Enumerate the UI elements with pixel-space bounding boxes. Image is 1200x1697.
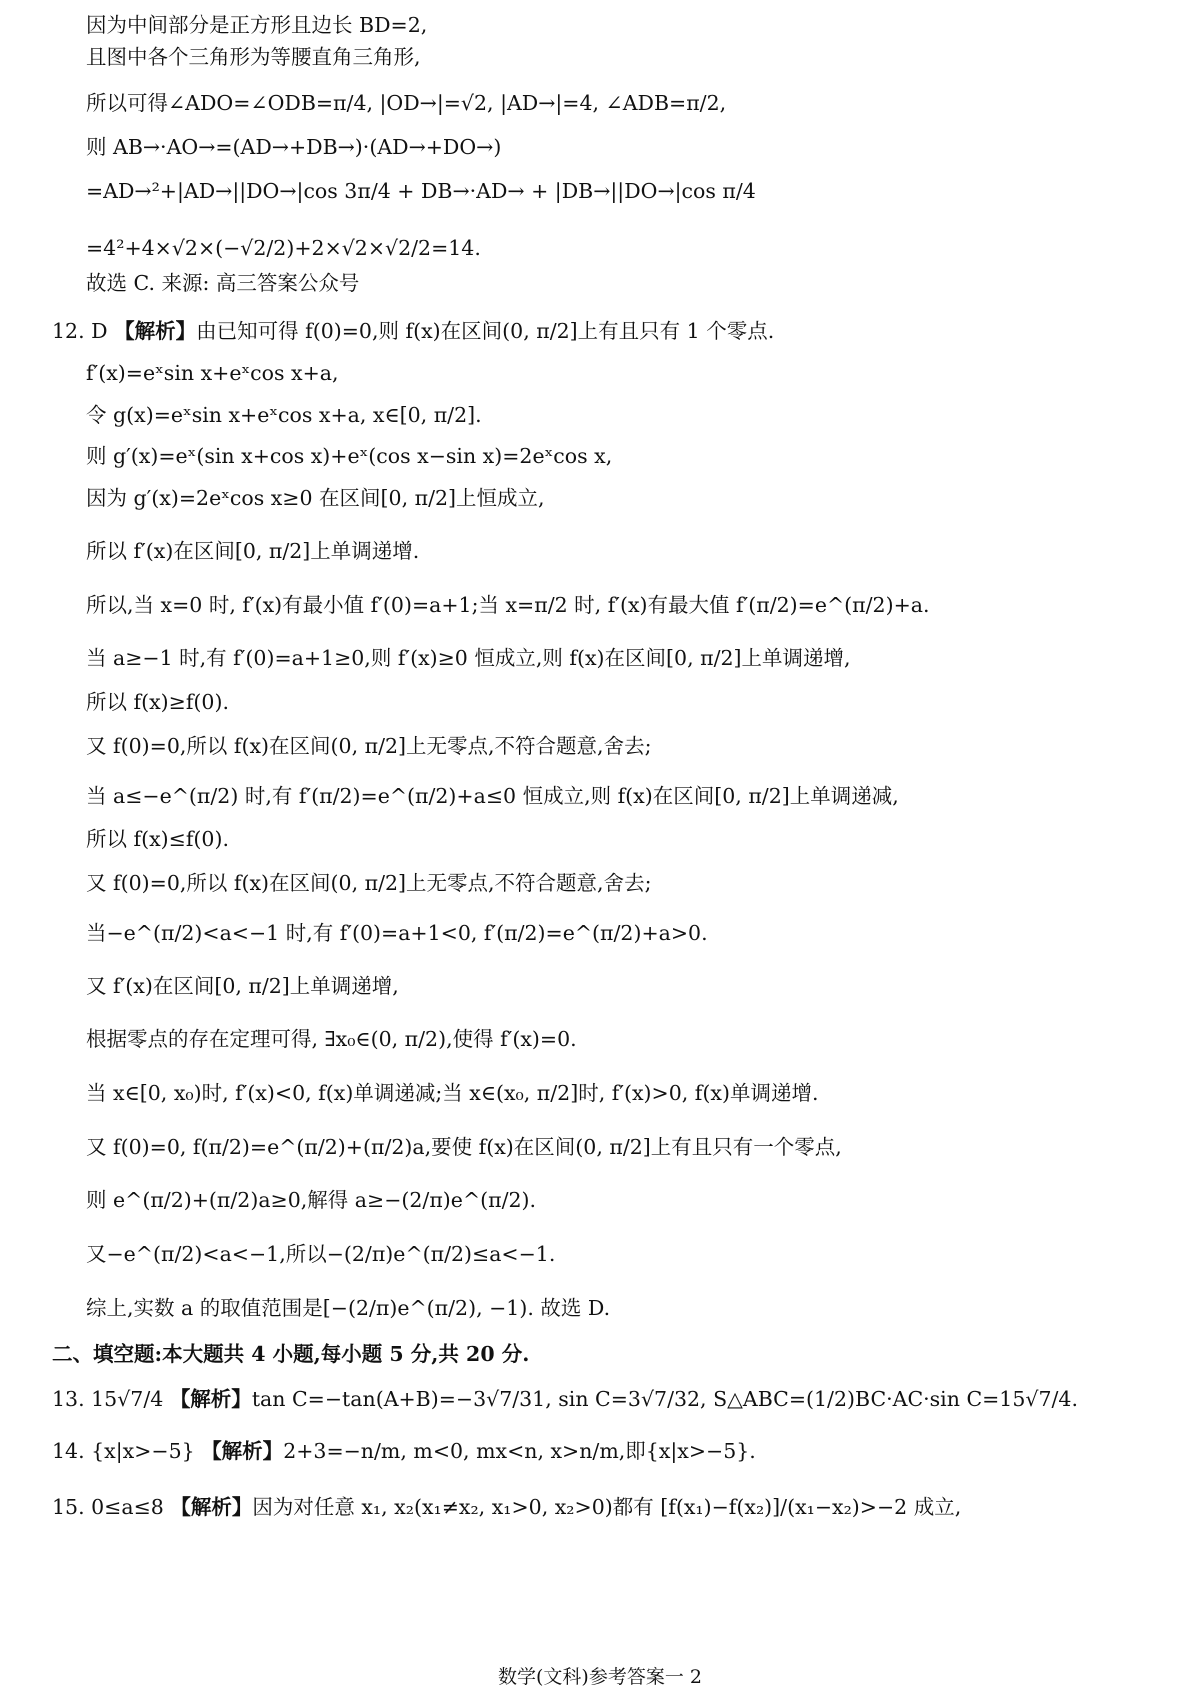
question-number: 14. xyxy=(52,1439,85,1463)
question-number: 15. xyxy=(52,1495,85,1519)
question-15-line xyxy=(52,1494,961,1520)
text-line: 又 f(0)=0,所以 f(x)在区间(0, π/2]上无零点,不符合题意,舍去; xyxy=(86,734,652,758)
text-line: 所以可得∠ADO=∠ODB=π/4, |OD→|=√2, |AD→|=4, ∠ADB=π/2, xyxy=(86,91,727,115)
text-line: 则 g′(x)=eˣ(sin x+cos x)+eˣ(cos x−sin x)=2eˣcos x, xyxy=(86,444,613,468)
question-13-line xyxy=(52,1386,1078,1412)
text-line: 令 g(x)=eˣsin x+eˣcos x+a, x∈[0, π/2]. xyxy=(86,403,482,427)
text-line: 因为中间部分是正方形且边长 BD=2, xyxy=(86,13,428,37)
text-line: 又−e^(π/2)<a<−1,所以−(2/π)e^(π/2)≤a<−1. xyxy=(86,1242,556,1266)
text-line: 当 x∈[0, x₀)时, f′(x)<0, f(x)单调递减;当 x∈(x₀, π/2]时, f′(x)>0, f(x)单调递增. xyxy=(86,1081,819,1105)
text-line: 当−e^(π/2)<a<−1 时,有 f′(0)=a+1<0, f′(π/2)=e^(π/2)+a>0. xyxy=(86,921,708,945)
answer-value: {x|x>−5} xyxy=(91,1439,195,1463)
text-line: 根据零点的存在定理可得, ∃x₀∈(0, π/2),使得 f′(x)=0. xyxy=(86,1027,577,1051)
analysis-text: 由已知可得 f(0)=0,则 f(x)在区间(0, π/2]上有且只有 1 个零点. xyxy=(196,319,775,343)
text-line: 又 f′(x)在区间[0, π/2]上单调递增, xyxy=(86,974,399,998)
text-line: 所以 f′(x)在区间[0, π/2]上单调递增. xyxy=(86,539,420,563)
question-14-line xyxy=(52,1438,756,1464)
text-line: f′(x)=eˣsin x+eˣcos x+a, xyxy=(86,361,339,385)
text-line: 又 f(0)=0,所以 f(x)在区间(0, π/2]上无零点,不符合题意,舍去; xyxy=(86,871,652,895)
text-line: 所以 f(x)≥f(0). xyxy=(86,690,229,714)
analysis-text: 2+3=−n/m, m<0, mx<n, x>n/m,即{x|x>−5}. xyxy=(283,1439,756,1463)
text-line: 当 a≥−1 时,有 f′(0)=a+1≥0,则 f′(x)≥0 恒成立,则 f(x)在区间[0, π/2]上单调递增, xyxy=(86,646,851,670)
text-line: 当 a≤−e^(π/2) 时,有 f′(π/2)=e^(π/2)+a≤0 恒成立,则 f(x)在区间[0, π/2]上单调递减, xyxy=(86,784,899,808)
text-line: 且图中各个三角形为等腰直角三角形, xyxy=(86,45,421,69)
analysis-mark: 【解析】 xyxy=(114,319,197,343)
text-line: 则 e^(π/2)+(π/2)a≥0,解得 a≥−(2/π)e^(π/2). xyxy=(86,1188,537,1212)
text-line: 则 AB→·AO→=(AD→+DB→)·(AD→+DO→) xyxy=(86,135,502,159)
question-12-line xyxy=(52,318,774,344)
question-number: 13. xyxy=(52,1387,85,1411)
page-footer: 数学(文科)参考答案一 2 xyxy=(498,1666,702,1688)
text-line: 又 f(0)=0, f(π/2)=e^(π/2)+(π/2)a,要使 f(x)在区间(0, π/2]上有且只有一个零点, xyxy=(86,1135,842,1159)
answer-choice: D xyxy=(91,319,108,343)
answer-value: 15√7/4 xyxy=(91,1387,164,1411)
text-line: =4²+4×√2×(−√2/2)+2×√2×√2/2=14. xyxy=(86,236,481,260)
analysis-text: 因为对任意 x₁, x₂(x₁≠x₂, x₁>0, x₂>0)都有 [f(x₁)−f(x₂)]/(x₁−x₂)>−2 成立, xyxy=(252,1495,962,1519)
question-number: 12. xyxy=(52,319,85,343)
analysis-mark: 【解析】 xyxy=(169,1387,252,1411)
section-heading: 二、填空题:本大题共 4 小题,每小题 5 分,共 20 分. xyxy=(52,1342,530,1366)
text-line: 因为 g′(x)=2eˣcos x≥0 在区间[0, π/2]上恒成立, xyxy=(86,486,545,510)
analysis-mark: 【解析】 xyxy=(170,1495,253,1519)
answer-value: 0≤a≤8 xyxy=(91,1495,164,1519)
analysis-text: tan C=−tan(A+B)=−3√7/31, sin C=3√7/32, S△ABC=(1/2)BC·AC·sin C=15√7/4. xyxy=(251,1387,1078,1411)
text-line: 综上,实数 a 的取值范围是[−(2/π)e^(π/2), −1). 故选 D. xyxy=(86,1296,611,1320)
text-line: 所以 f(x)≤f(0). xyxy=(86,827,229,851)
text-line: =AD→²+|AD→||DO→|cos 3π/4 + DB→·AD→ + |DB→||DO→|cos π/4 xyxy=(86,179,756,203)
text-line: 故选 C. 来源: 高三答案公众号 xyxy=(86,271,360,295)
analysis-mark: 【解析】 xyxy=(201,1439,284,1463)
text-line: 所以,当 x=0 时, f′(x)有最小值 f′(0)=a+1;当 x=π/2 时, f′(x)有最大值 f′(π/2)=e^(π/2)+a. xyxy=(86,593,930,617)
